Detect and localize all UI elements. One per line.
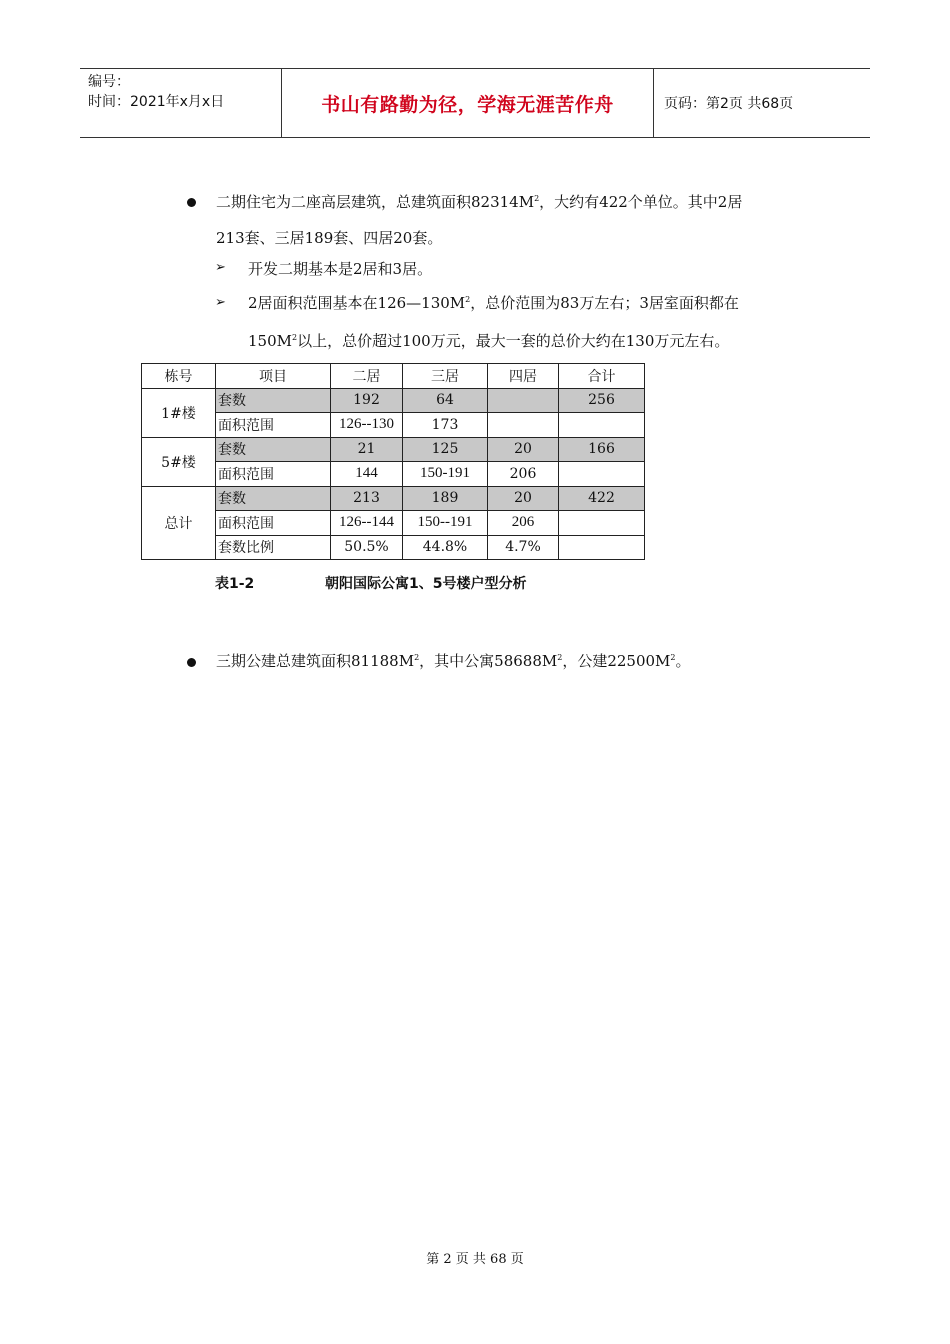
table-caption-title: 朝阳国际公寓1、5号楼户型分析: [325, 576, 527, 592]
header-cell: 三居: [403, 364, 488, 389]
value-cell: 4.7%: [488, 535, 559, 560]
value-cell: 150--191: [403, 511, 488, 536]
superscript: 2: [292, 333, 298, 342]
table-row: [142, 437, 645, 462]
text: 二期住宅为二座高层建筑，总建筑面积82314M: [216, 193, 535, 211]
table-header-row: [142, 364, 645, 389]
subpoint-layout: 开发二期基本是2居和3居。: [248, 260, 433, 278]
header-cell: 栋号: [142, 364, 216, 389]
unit-type-table: [141, 363, 645, 560]
arrow-bullet-icon: ➢: [215, 260, 226, 275]
document-date: 时间：2021年x月x日: [88, 94, 225, 110]
subpoint-area-price-cont: [248, 330, 729, 352]
superscript: 2: [465, 295, 471, 304]
item-cell: 面积范围: [216, 462, 331, 487]
item-cell: 套数: [216, 486, 331, 511]
value-cell: [559, 413, 645, 438]
table-row: [142, 413, 645, 438]
page-footer: 第 2 页 共 68 页: [426, 1252, 524, 1267]
value-cell: 206: [488, 462, 559, 487]
value-cell: [559, 462, 645, 487]
value-cell: 21: [331, 437, 403, 462]
subpoint-area-price: [248, 292, 818, 314]
header-cell: 二居: [331, 364, 403, 389]
text: ，总价范围为83万左右；3居室面积都在: [470, 294, 739, 312]
value-cell: 126--144: [331, 511, 403, 536]
value-cell: 189: [403, 486, 488, 511]
value-cell: 126--130: [331, 413, 403, 438]
page-header: [80, 68, 870, 138]
value-cell: 166: [559, 437, 645, 462]
value-cell: 173: [403, 413, 488, 438]
value-cell: 20: [488, 486, 559, 511]
item-cell: 面积范围: [216, 413, 331, 438]
header-motto: [281, 69, 654, 137]
superscript: 2: [557, 653, 563, 662]
text: 三期公建总建筑面积81188M: [216, 652, 415, 670]
value-cell: 422: [559, 486, 645, 511]
paragraph-phase2-residential: [216, 191, 816, 213]
text: 2居面积范围基本在126—130M: [248, 294, 466, 312]
text: 。: [675, 652, 691, 670]
text: ，公建22500M: [562, 652, 671, 670]
value-cell: 44.8%: [403, 535, 488, 560]
superscript: 2: [670, 653, 676, 662]
table-caption-number: 表1-2: [215, 576, 255, 592]
text: ，大约有422个单位。其中2居: [539, 193, 743, 211]
document-number-label: 编号：: [88, 74, 130, 90]
value-cell: [488, 413, 559, 438]
header-cell: 项目: [216, 364, 331, 389]
value-cell: 150-191: [403, 462, 488, 487]
item-cell: 面积范围: [216, 511, 331, 536]
item-cell: 套数: [216, 388, 331, 413]
paragraph-phase2-residential-cont: 213套、三居189套、四居20套。: [216, 229, 443, 247]
value-cell: 256: [559, 388, 645, 413]
text: 以上，总价超过100万元，最大一套的总价大约在130万元左右。: [297, 332, 730, 350]
value-cell: [488, 388, 559, 413]
table-row: [142, 462, 645, 487]
paragraph-phase3-public: [216, 650, 691, 672]
value-cell: [559, 511, 645, 536]
building-cell: 5#楼: [142, 437, 216, 486]
value-cell: [559, 535, 645, 560]
item-cell: 套数: [216, 437, 331, 462]
value-cell: 206: [488, 511, 559, 536]
text: ，其中公寓58688M: [419, 652, 558, 670]
value-cell: 64: [403, 388, 488, 413]
motto-text: 书山有路勤为径，学海无涯苦作舟: [321, 93, 614, 116]
value-cell: 125: [403, 437, 488, 462]
header-cell: 合计: [559, 364, 645, 389]
table-row: [142, 535, 645, 560]
table-row: [142, 486, 645, 511]
item-cell: 套数比例: [216, 535, 331, 560]
header-meta: [80, 69, 281, 137]
building-cell: 1#楼: [142, 388, 216, 437]
value-cell: 20: [488, 437, 559, 462]
table-row: [142, 511, 645, 536]
table-row: [142, 388, 645, 413]
header-cell: 四居: [488, 364, 559, 389]
building-cell: 总计: [142, 486, 216, 560]
superscript: 2: [414, 653, 420, 662]
text: 150M: [248, 332, 292, 350]
bullet-dot: [187, 198, 196, 207]
value-cell: 213: [331, 486, 403, 511]
value-cell: 50.5%: [331, 535, 403, 560]
value-cell: 192: [331, 388, 403, 413]
value-cell: 144: [331, 462, 403, 487]
arrow-bullet-icon: ➢: [215, 295, 226, 310]
bullet-dot: [187, 658, 196, 667]
superscript: 2: [534, 194, 540, 203]
header-page-info: 页码：第2页 共68页: [664, 96, 794, 112]
